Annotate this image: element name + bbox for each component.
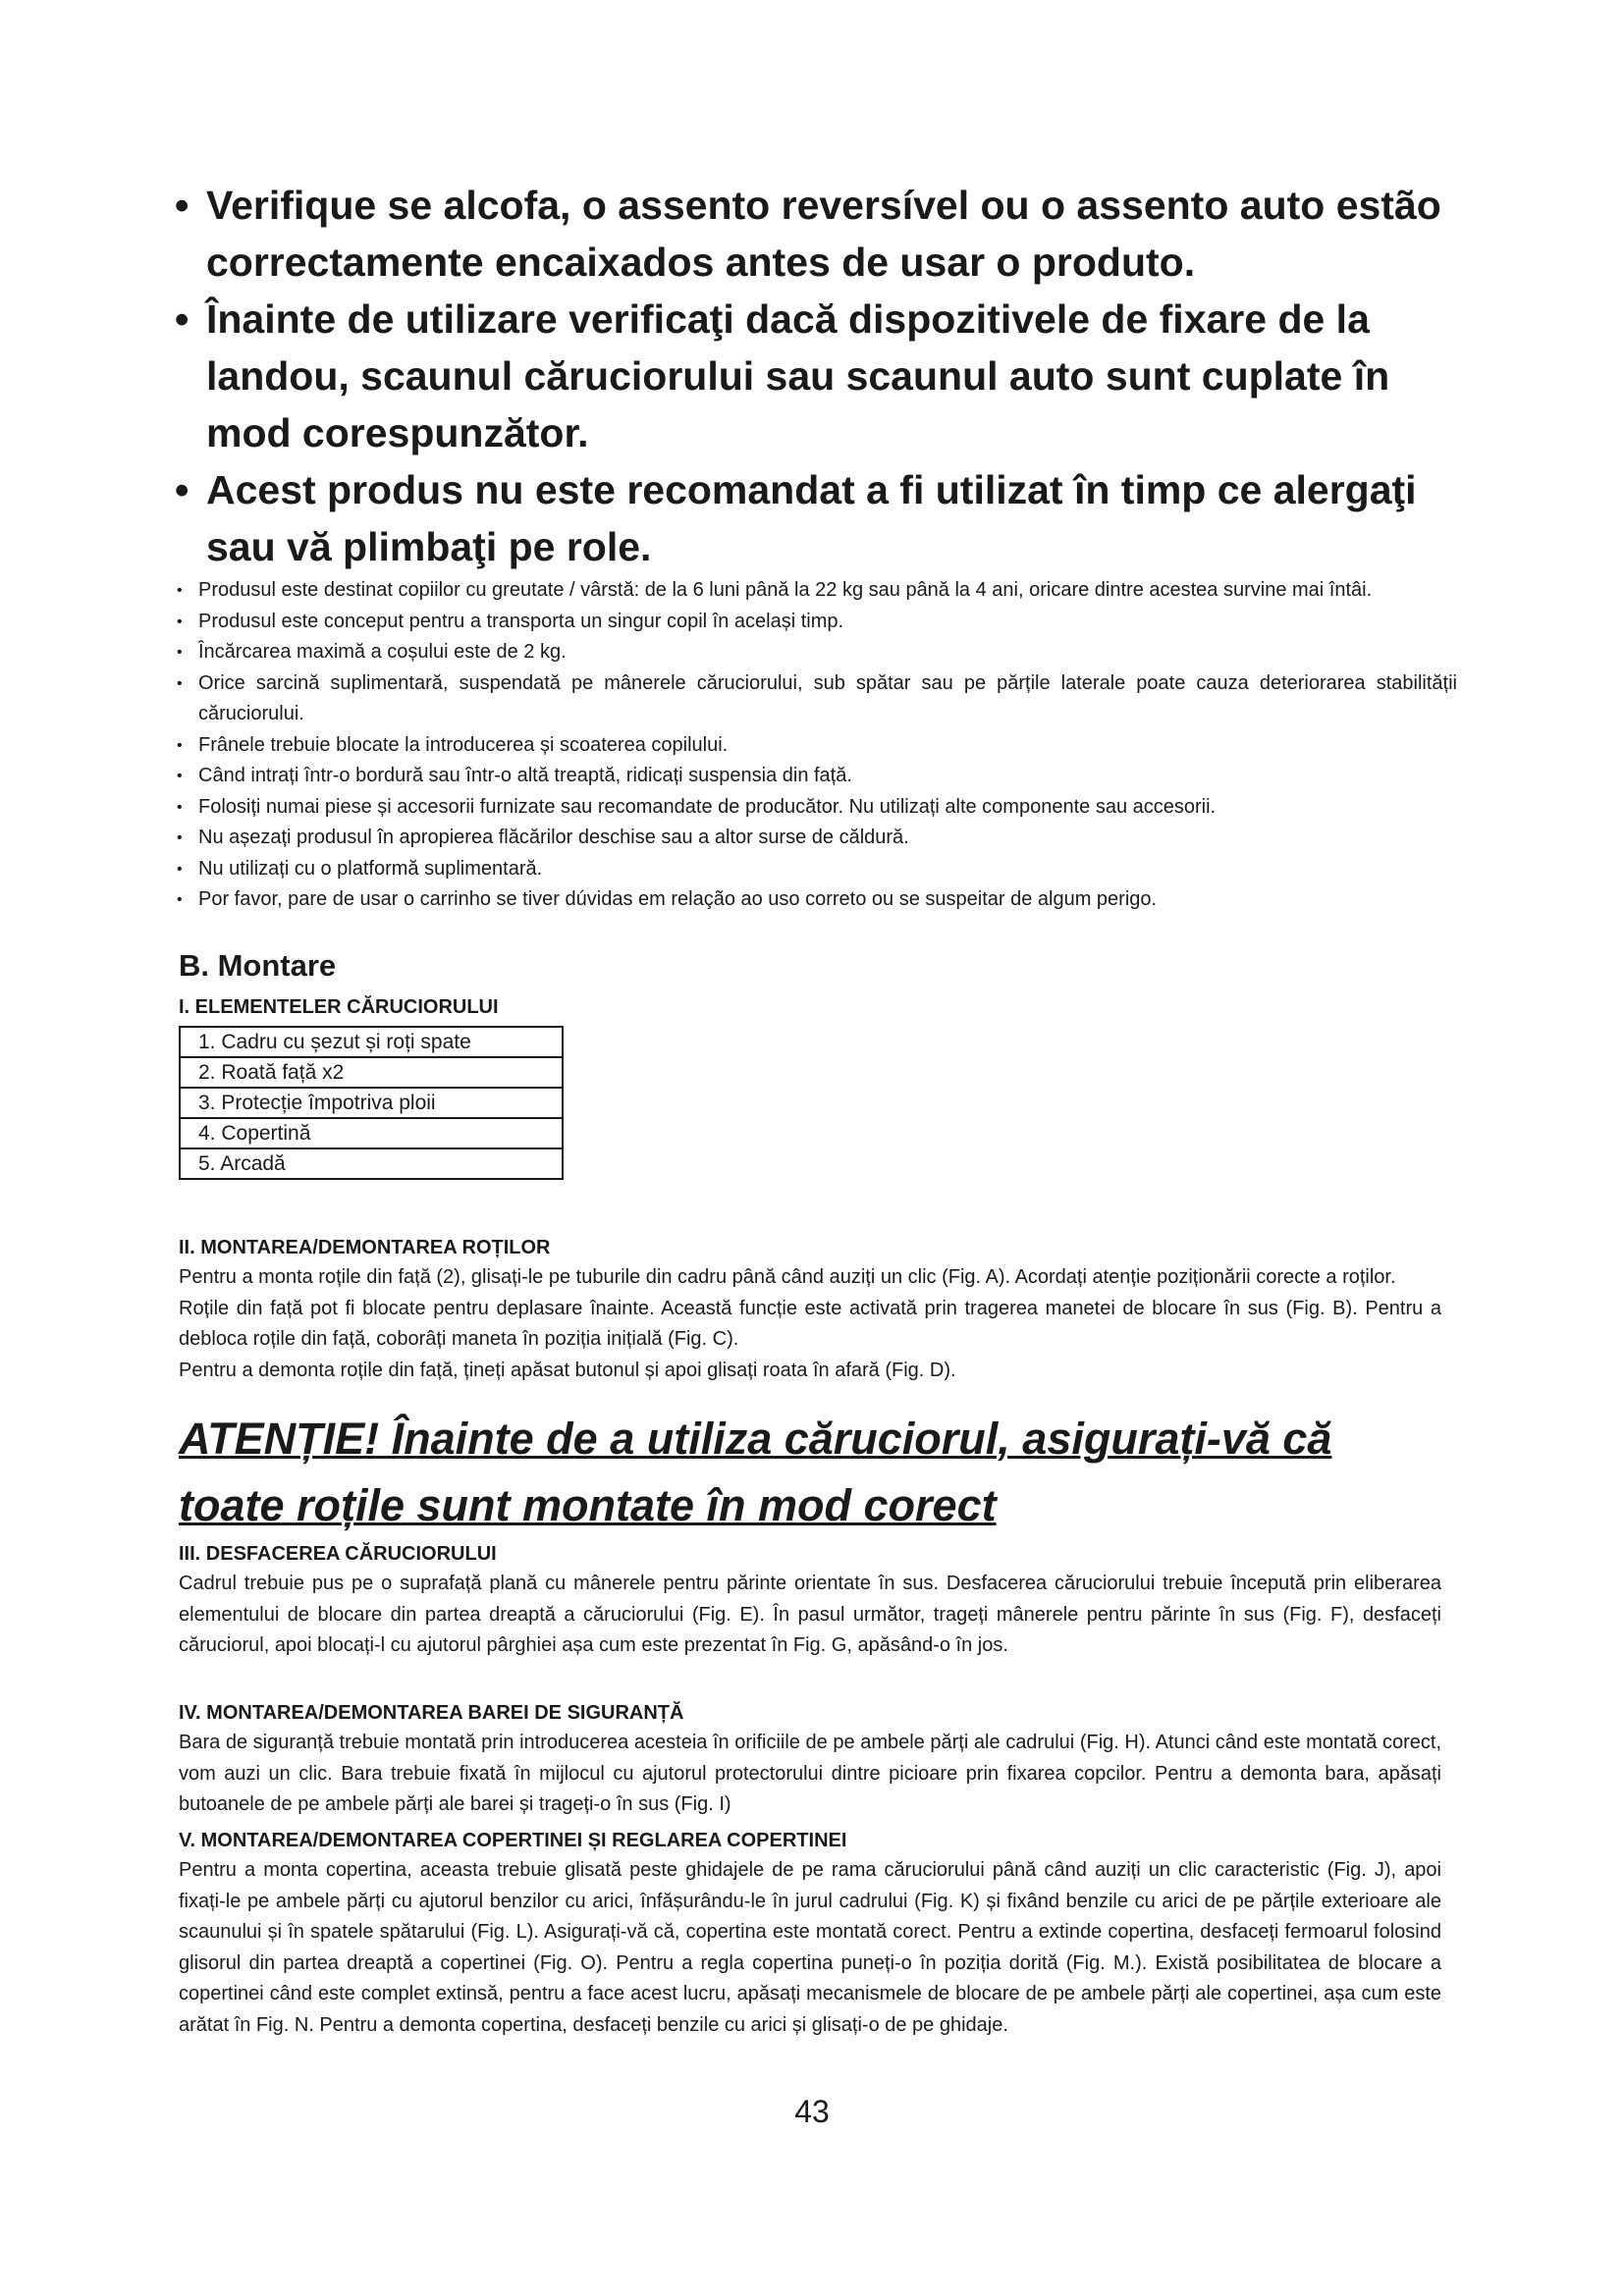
warning-item: • Acest produs nu este recomandat a fi utilizat în timp ce alergaţi sau vă plimbaţi pe role. [175, 461, 1471, 575]
safety-item: • Folosiți numai piese și accesorii furnizate sau recomandate de producător. Nu utilizați alte componente sau accesorii. [177, 792, 1457, 824]
safety-item: • Nu utilizați cu o platformă suplimentară. [177, 854, 1457, 885]
subsection-title: V. MONTAREA/DEMONTAREA COPERTINEI ȘI REGLAREA COPERTINEI [179, 1830, 847, 1851]
subsection-title: I. ELEMENTELER CĂRUCIORULUI [179, 996, 499, 1018]
paragraph: Pentru a monta roțile din față (2), glisați-le pe tuburile din cadru până când auziți un clic (Fig. A). Acordați atenție poziționării corecte a roților. [179, 1266, 1396, 1288]
table-cell: 1. Cadru cu șezut și roți spate [180, 1027, 563, 1057]
safety-bar-section [179, 1698, 1441, 1821]
bullet-icon: • [175, 296, 189, 342]
table-row [180, 1088, 563, 1118]
wheels-section [179, 1233, 1441, 1386]
paragraph: Pentru a demonta roțile din față, țineți apăsat butonul și apoi glisați roata în afară (Fig. D). [179, 1359, 956, 1381]
parts-table [179, 1026, 564, 1180]
safety-item: • Orice sarcină suplimentară, suspendată pe mânerele căruciorului, sub spătar sau pe părțile laterale poate cauza deteriorarea stabilității căruciorului. [177, 668, 1457, 730]
table-cell: 3. Protecție împotriva ploii [180, 1088, 563, 1118]
bullet-icon: • [177, 891, 183, 908]
paragraph: Cadrul trebuie pus pe o suprafață plană cu mânerele pentru părinte orientate în sus. Desfacerea căruciorului trebuie începută prin eliberarea elementului de blocare din partea dreaptă a căruciorului (Fig. E). În pasul următor, trageți mânerele pentru părinte în sus (Fig. F), desfaceți căruciorul, apoi blocați-l cu ajutorul pârghiei așa cum este prezentat în Fig. G, apăsând-o în jos. [179, 1573, 1441, 1656]
safety-item: • Produsul este conceput pentru a transporta un singur copil în același timp. [177, 607, 1457, 638]
page-number: 43 [794, 2094, 830, 2129]
subsection-title: III. DESFACEREA CĂRUCIORULUI [179, 1543, 497, 1565]
bullet-icon: • [177, 798, 183, 816]
safety-item: • Frânele trebuie blocate la introducerea și scoaterea copilului. [177, 730, 1457, 762]
table-row [180, 1057, 563, 1088]
warning-item: • Înainte de utilizare verificaţi dacă dispozitivele de fixare de la landou, scaunul căruciorului sau scaunul auto sunt cuplate în mod corespunzător. [175, 291, 1471, 461]
safety-item: • Nu așezați produsul în apropierea flăcărilor deschise sau a altor surse de căldură. [177, 823, 1457, 854]
paragraph: Pentru a monta copertina, aceasta trebuie glisată peste ghidajele de pe rama căruciorului până când auziți un clic caracteristic (Fig. J), apoi fixați-le pe ambele părți cu ajutorul benzilor cu arici, înfășurându-le în jurul cadrului (Fig. K) și fixând benzile cu arici de pe părțile exterioare ale scaunului și în spatele spătarului (Fig. L). Asigurați-vă că, copertina este montată corect. Pentru a extinde copertina, desfaceți fermoarul folosind glisorul din partea dreaptă a copertinei (Fig. O). Pentru a regla copertina puneți-o în poziția dorită (Fig. M.). Există posibilitatea de blocare a copertinei când este complet extinsă, pentru a face acest lucru, apăsați mecanismele de blocare de pe ambele părți ale copertinei, așa cum este arătat în Fig. N. Pentru a demonta copertina, desfaceți benzile cu arici și glisați-o de pe ghidaje. [179, 1859, 1441, 2036]
table-cell: 5. Arcadă [180, 1148, 563, 1179]
bullet-icon: • [177, 582, 183, 599]
warning-list [175, 177, 1471, 575]
bullet-icon: • [177, 829, 183, 846]
bullet-icon: • [177, 768, 183, 784]
safety-list [177, 575, 1457, 916]
bullet-icon: • [177, 860, 183, 878]
safety-item: • Când intrați într-o bordură sau într-o altă treaptă, ridicați suspensia din față. [177, 761, 1457, 792]
attention-warning: ATENȚIE! Înainte de a utiliza căruciorul, asigurați-vă că toate roțile sunt montate în mod corect [179, 1414, 1332, 1530]
table-row [180, 1148, 563, 1179]
bullet-icon: • [177, 736, 183, 754]
paragraph: Bara de siguranță trebuie montată prin introducerea acesteia în orificiile de pe ambele părți ale cadrului (Fig. H). Atunci când este montată corect, vom auzi un clic. Bara trebuie fixată în mijlocul cu ajutorul protectorului dintre picioare prin fixarea copcilor. Pentru a demonta bara, apăsați butoanele de pe ambele părți ale barei și trageți-o în sus (Fig. I) [179, 1732, 1441, 1815]
section-title: B. Montare [179, 948, 337, 983]
bullet-icon: • [177, 644, 183, 661]
subsection-title: II. MONTAREA/DEMONTAREA ROȚILOR [179, 1237, 551, 1258]
safety-item: • Por favor, pare de usar o carrinho se tiver dúvidas em relação ao uso correto ou se suspeitar de algum perigo. [177, 884, 1457, 916]
subsection-title: IV. MONTAREA/DEMONTAREA BAREI DE SIGURANȚĂ [179, 1702, 684, 1724]
warning-item: • Verifique se alcofa, o assento reversível ou o assento auto estão correctamente encaixados antes de usar o produto. [175, 177, 1471, 291]
table-row [180, 1027, 563, 1057]
bullet-icon: • [175, 467, 189, 512]
paragraph: Roțile din față pot fi blocate pentru deplasare înainte. Această funcție este activată prin tragerea manetei de blocare în sus (Fig. B). Pentru a debloca roțile din față, coborâți maneta în poziția inițială (Fig. C). [179, 1297, 1441, 1350]
table-cell: 4. Copertină [180, 1118, 563, 1148]
safety-item: • Produsul este destinat copiilor cu greutate / vârstă: de la 6 luni până la 22 kg sau până la 4 ani, oricare dintre acestea survine mai întâi. [177, 575, 1457, 607]
unfold-section [179, 1539, 1441, 1662]
bullet-icon: • [175, 183, 189, 228]
bullet-icon: • [177, 674, 183, 692]
table-row [180, 1118, 563, 1148]
bullet-icon: • [177, 613, 183, 630]
table-cell: 2. Roată față x2 [180, 1057, 563, 1088]
safety-item: • Încărcarea maximă a coșului este de 2 kg. [177, 637, 1457, 668]
canopy-section [179, 1826, 1441, 2041]
